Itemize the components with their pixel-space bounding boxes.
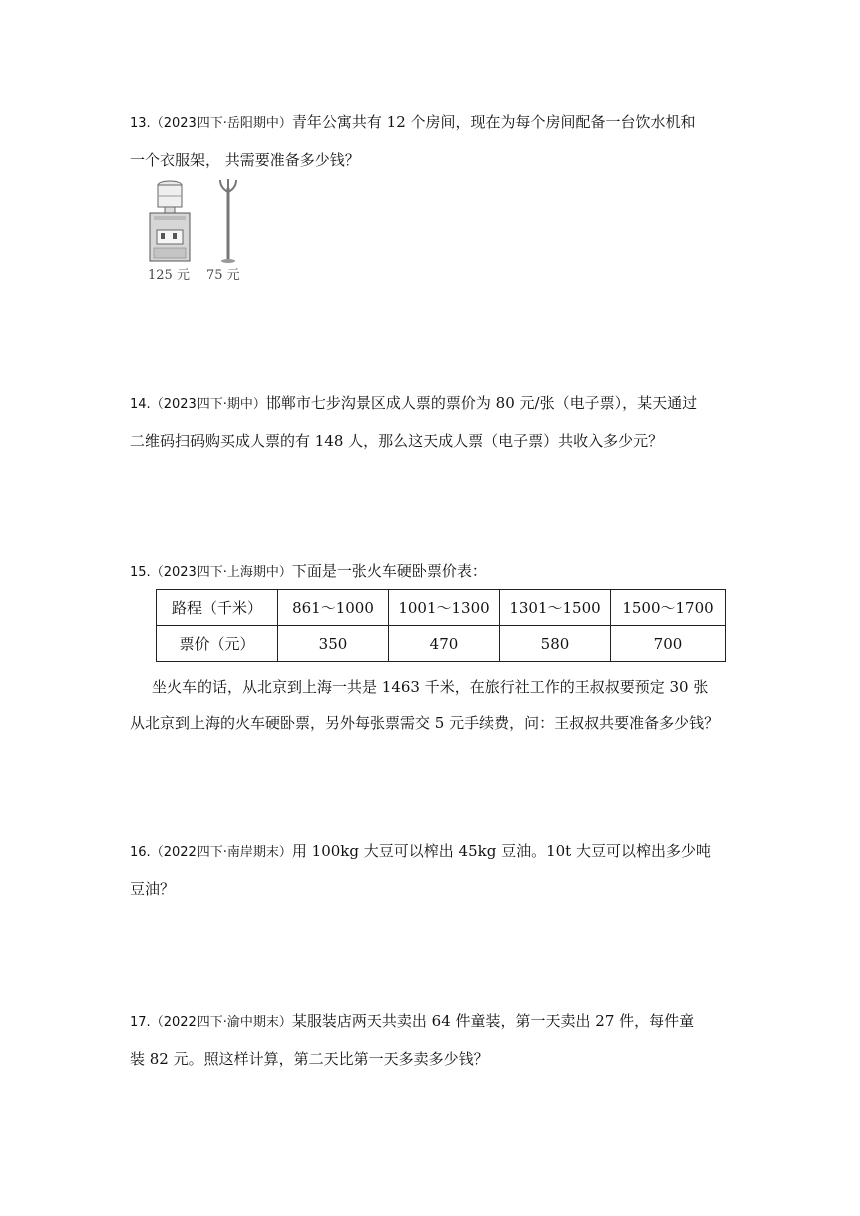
question-14	[130, 385, 770, 459]
question-text: 青年公寓共有 12 个房间，现在为每个房间配备一台饮水机和	[291, 113, 696, 131]
table-cell: 470	[389, 626, 500, 662]
question-15-line-2: 坐火车的话，从北京到上海一共是 1463 千米，在旅行社工作的王叔叔要预定 30 张	[152, 678, 709, 696]
coat-rack-icon	[220, 179, 236, 263]
question-14-line-2: 二维码扫码购买成人票的有 148 人，那么这天成人票（电子票）共收入多少元？	[130, 432, 664, 450]
question-source: （2023四下·岳阳期中）	[150, 116, 292, 131]
question-13-line-1	[130, 104, 770, 142]
question-source: （2022四下·南岸期末）	[150, 845, 292, 860]
question-number: 16.	[130, 845, 151, 860]
question-number: 13.	[130, 116, 151, 131]
table-cell: 580	[500, 626, 611, 662]
question-13-line-2: 一个衣服架， 共需要准备多少钱？	[130, 151, 360, 169]
table-header-cell: 861～1000	[278, 590, 389, 626]
water-dispenser-icon	[146, 178, 256, 264]
question-text: 某服装店两天共卖出 64 件童装，第一天卖出 27 件，每件童	[291, 1012, 695, 1030]
table-row	[157, 626, 726, 662]
table-header-cell: 1500～1700	[611, 590, 726, 626]
table-row	[157, 590, 726, 626]
question-number: 15.	[130, 565, 151, 580]
table-header-cell: 路程（千米）	[157, 590, 278, 626]
coat-rack-price: 75 元	[206, 268, 240, 283]
question-16-line-2: 豆油？	[130, 880, 176, 898]
question-source: （2022四下·渝中期末）	[150, 1015, 292, 1030]
question-15-line-1	[130, 553, 770, 591]
question-text: 用 100kg 大豆可以榨出 45kg 豆油。10t 大豆可以榨出多少吨	[291, 842, 711, 860]
question-number: 14.	[130, 397, 151, 412]
water-dispenser-price: 125 元	[148, 268, 190, 283]
question-source: （2023四下·上海期中）	[150, 565, 292, 580]
table-cell: 票价（元）	[157, 626, 278, 662]
question-text: 下面是一张火车硬卧票价表：	[291, 562, 487, 580]
question-17-line-2: 装 82 元。照这样计算，第二天比第一天多卖多少钱？	[130, 1050, 489, 1068]
fare-table	[156, 589, 726, 662]
question-source: （2023四下·期中）	[150, 397, 266, 412]
question-16	[130, 833, 770, 907]
question-15	[130, 553, 770, 591]
question-13-figures	[146, 178, 256, 288]
question-number: 17.	[130, 1015, 151, 1030]
table-cell: 350	[278, 626, 389, 662]
question-14-line-1	[130, 385, 770, 423]
question-text: 邯郸市七步沟景区成人票的票价为 80 元/张（电子票），某天通过	[265, 394, 698, 412]
table-header-cell: 1001～1300	[389, 590, 500, 626]
table-cell: 700	[611, 626, 726, 662]
question-16-line-1	[130, 833, 770, 871]
question-17-line-1	[130, 1003, 770, 1041]
question-15-body	[130, 669, 770, 741]
table-header-cell: 1301～1500	[500, 590, 611, 626]
question-17	[130, 1003, 770, 1077]
question-13	[130, 104, 770, 178]
question-15-line-3: 从北京到上海的火车硬卧票，另外每张票需交 5 元手续费，问：王叔叔共要准备多少钱？	[130, 714, 720, 732]
